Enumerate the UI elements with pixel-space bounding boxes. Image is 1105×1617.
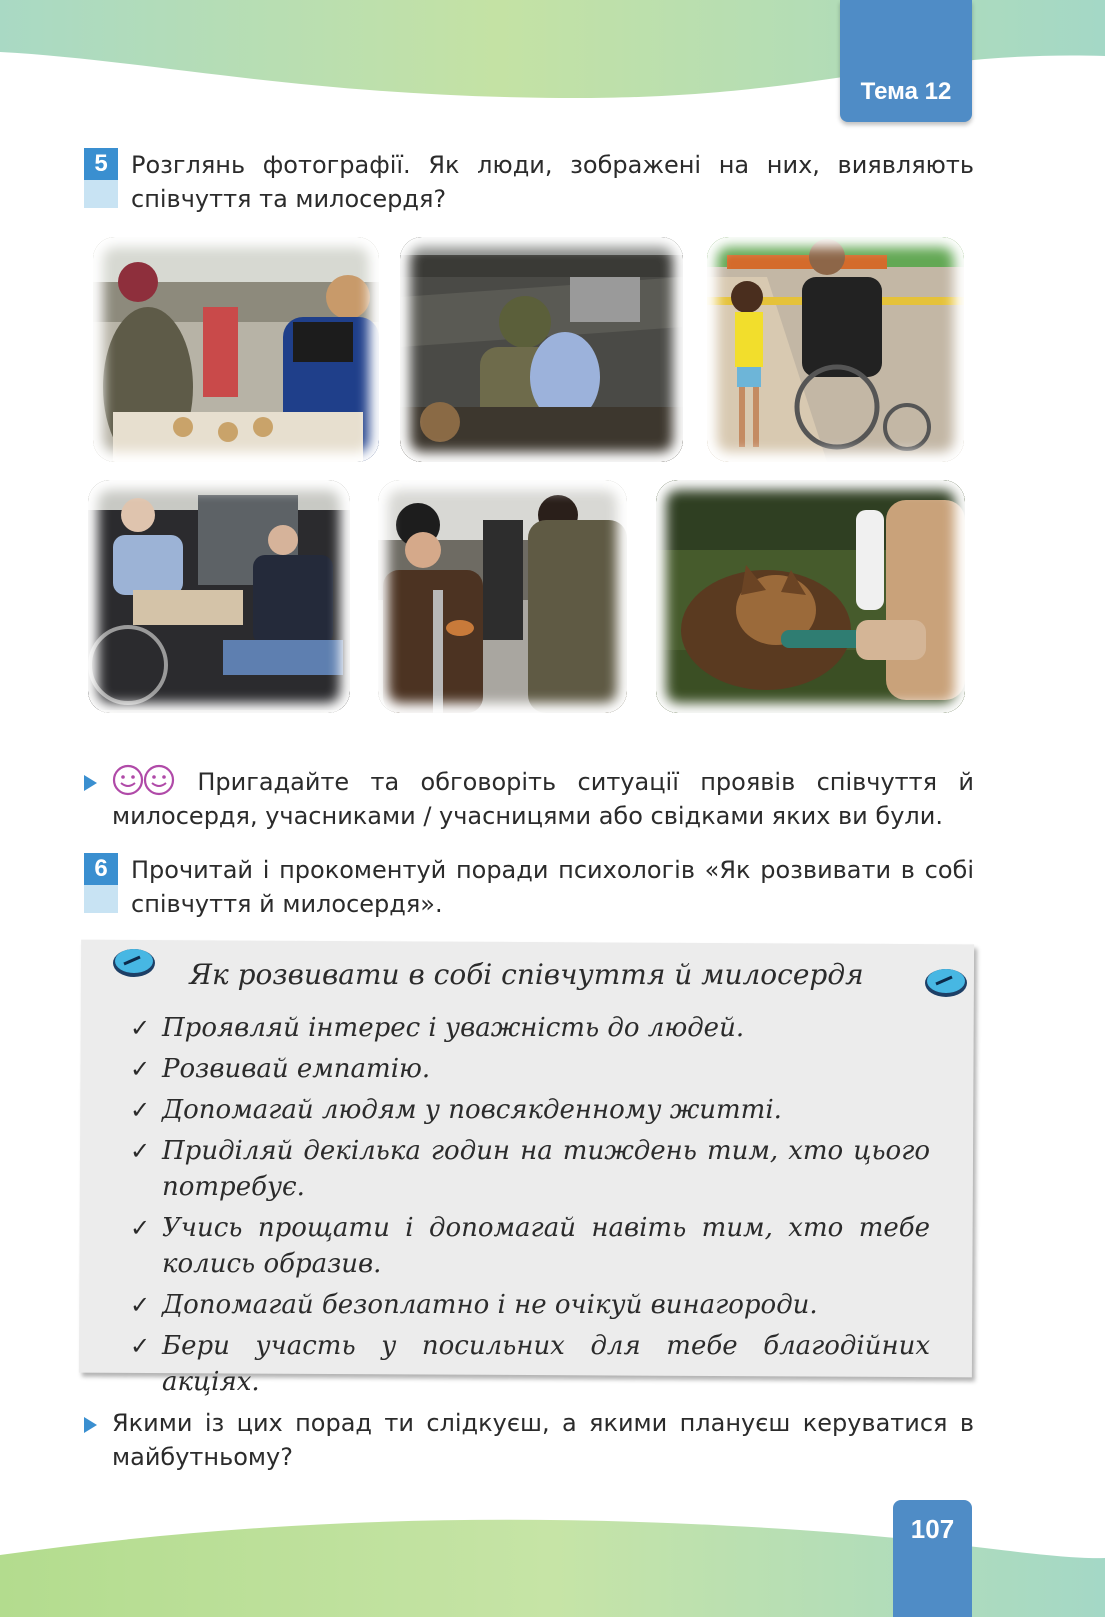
task-number-badge [84,853,118,915]
task-number-badge [84,148,118,210]
question-text: Якими із цих порад ти слідкуєш, а якими плануєш керуватися в майбутньому? [112,1409,974,1471]
checkmark-icon: ✓ [130,1014,151,1042]
checkmark-icon: ✓ [130,1137,151,1165]
task-5-text: Розглянь фотографії. Як люди, зображені на них, виявляють співчуття та милосердя? [131,151,974,213]
checkmark-icon: ✓ [130,1291,151,1319]
girl-wheelchair-photo [707,237,964,462]
tip-item: ✓ Приділяй декілька годин на тиждень тим, хто цього потребує. [130,1133,930,1205]
checkmark-icon: ✓ [130,1332,151,1360]
bullet-arrow-icon [84,1417,97,1433]
page-number-tab [893,1500,972,1617]
discussion-prompt [84,764,974,834]
task-6-text: Прочитай і прокоментуй поради психологів «Як розвивати в собі співчуття й милосердя». [131,856,974,918]
soldier-baby-photo [400,237,683,462]
theme-label: Тема 12 [860,78,952,105]
pair-work-icon [112,764,176,796]
tip-item: ✓ Проявляй інтерес і уважність до людей. [130,1010,930,1046]
task-6 [84,853,974,923]
page-number: 107 [910,1514,955,1544]
tip-item: ✓ Допомагай людям у повсякденному житті. [130,1092,930,1128]
tip-item: ✓ Бери участь у посильних для тебе благодійних акціях. [130,1328,930,1400]
dog-water-photo [656,480,965,713]
checkmark-icon: ✓ [130,1055,151,1083]
task-number: 6 [84,853,118,885]
task-number: 5 [84,148,118,180]
tip-item: ✓ Допомагай безоплатно і не очікуй винагороди. [130,1287,930,1323]
task-5 [84,148,974,218]
elderly-car-photo [88,480,350,713]
question-prompt [84,1406,974,1476]
checkmark-icon: ✓ [130,1214,151,1242]
tip-item: ✓ Розвивай емпатію. [130,1051,930,1087]
tips-list [130,1010,930,1405]
discussion-text: Пригадайте та обговоріть ситуації проявів співчуття й милосердя, учасниками / учасницями або свідками яких ви були. [112,768,974,830]
tips-title: Як розвивати в собі співчуття й милосердя [189,958,864,991]
bullet-arrow-icon [84,775,97,791]
theme-tab [840,0,972,122]
volunteer-food-photo [93,237,379,462]
checkmark-icon: ✓ [130,1096,151,1124]
homeless-help-photo [378,480,627,713]
tip-item: ✓ Учись прощати і допомагай навіть тим, хто тебе колись образив. [130,1210,930,1282]
